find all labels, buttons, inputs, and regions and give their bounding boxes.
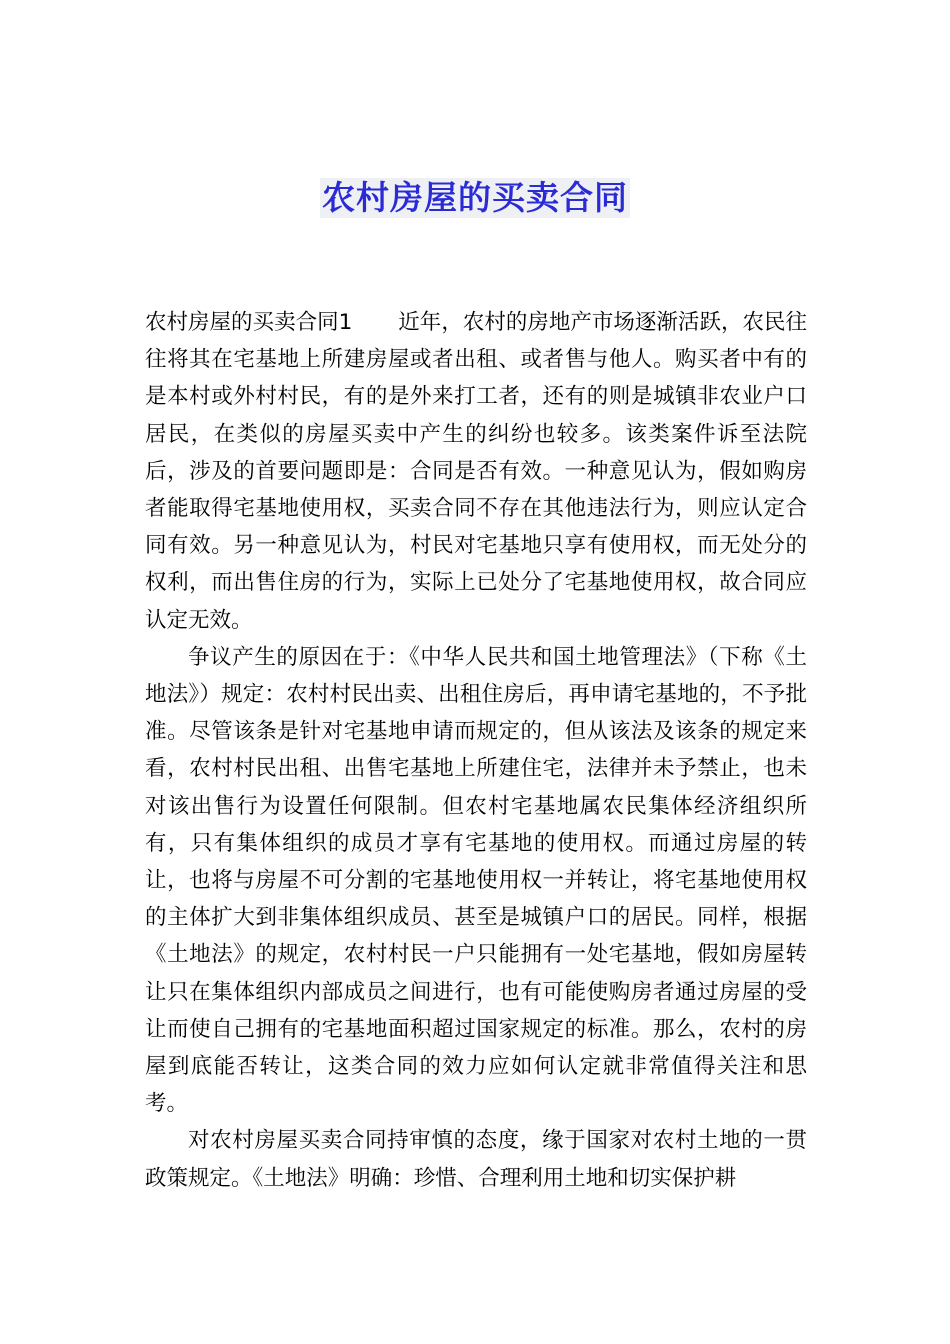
paragraph-2: 争议产生的原因在于：《中华人民共和国土地管理法》（下称《土地法》）规定：农村村民出卖、出租住房后，再申请宅基地的，不予批准。尽管该条是针对宅基地申请而规定的，但从该法及该条的规定来看，农村村民出租、出售宅基地上所建住宅，法律并未予禁止，也未对该出售行为设置任何限制。但农村宅基地属农民集体经济组织所有，只有集体组织的成员才享有宅基地的使用权。而通过房屋的转让，也将与房屋不可分割的宅基地使用权一并转让，将宅基地使用权的主体扩大到非集体组织成员、甚至是城镇户口的居民。同样，根据《土地法》的规定，农村村民一户只能拥有一处宅基地，假如房屋转让只在集体组织内部成员之间进行，也有可能使购房者通过房屋的受让而使自己拥有的宅基地面积超过国家规定的标准。那么，农村的房屋到底能否转让，这类合同的效力应如何认定就非常值得关注和思考。 xyxy=(145,644,807,1117)
document-body xyxy=(145,304,807,1197)
document-title: 农村房屋的买卖合同 xyxy=(322,178,628,217)
paragraph-1-text: 近年，农村的房地产市场逐渐活跃，农民往往将其在宅基地上所建房屋或者出租、或者售与他人。购买者中有的是本村或外村村民，有的是外来打工者，还有的则是城镇非农业户口居民，在类似的房屋买卖中产生的纠纷也较多。该类案件诉至法院后，涉及的首要问题即是：合同是否有效。一种意见认为，假如购房者能取得宅基地使用权，买卖合同不存在其他违法行为，则应认定合同有效。另一种意见认为，村民对宅基地只享有使用权，而无处分的权利，而出售住房的行为，实际上已处分了宅基地使用权，故合同应认定无效。 xyxy=(145,310,807,633)
title-container xyxy=(0,178,950,218)
lead-label: 农村房屋的买卖合同1 xyxy=(145,310,353,335)
paragraph-1 xyxy=(145,304,807,639)
paragraph-3: 对农村房屋买卖合同持审慎的态度，缘于国家对农村土地的一贯政策规定。《土地法》明确：珍惜、合理利用土地和切实保护耕 xyxy=(145,1128,807,1191)
